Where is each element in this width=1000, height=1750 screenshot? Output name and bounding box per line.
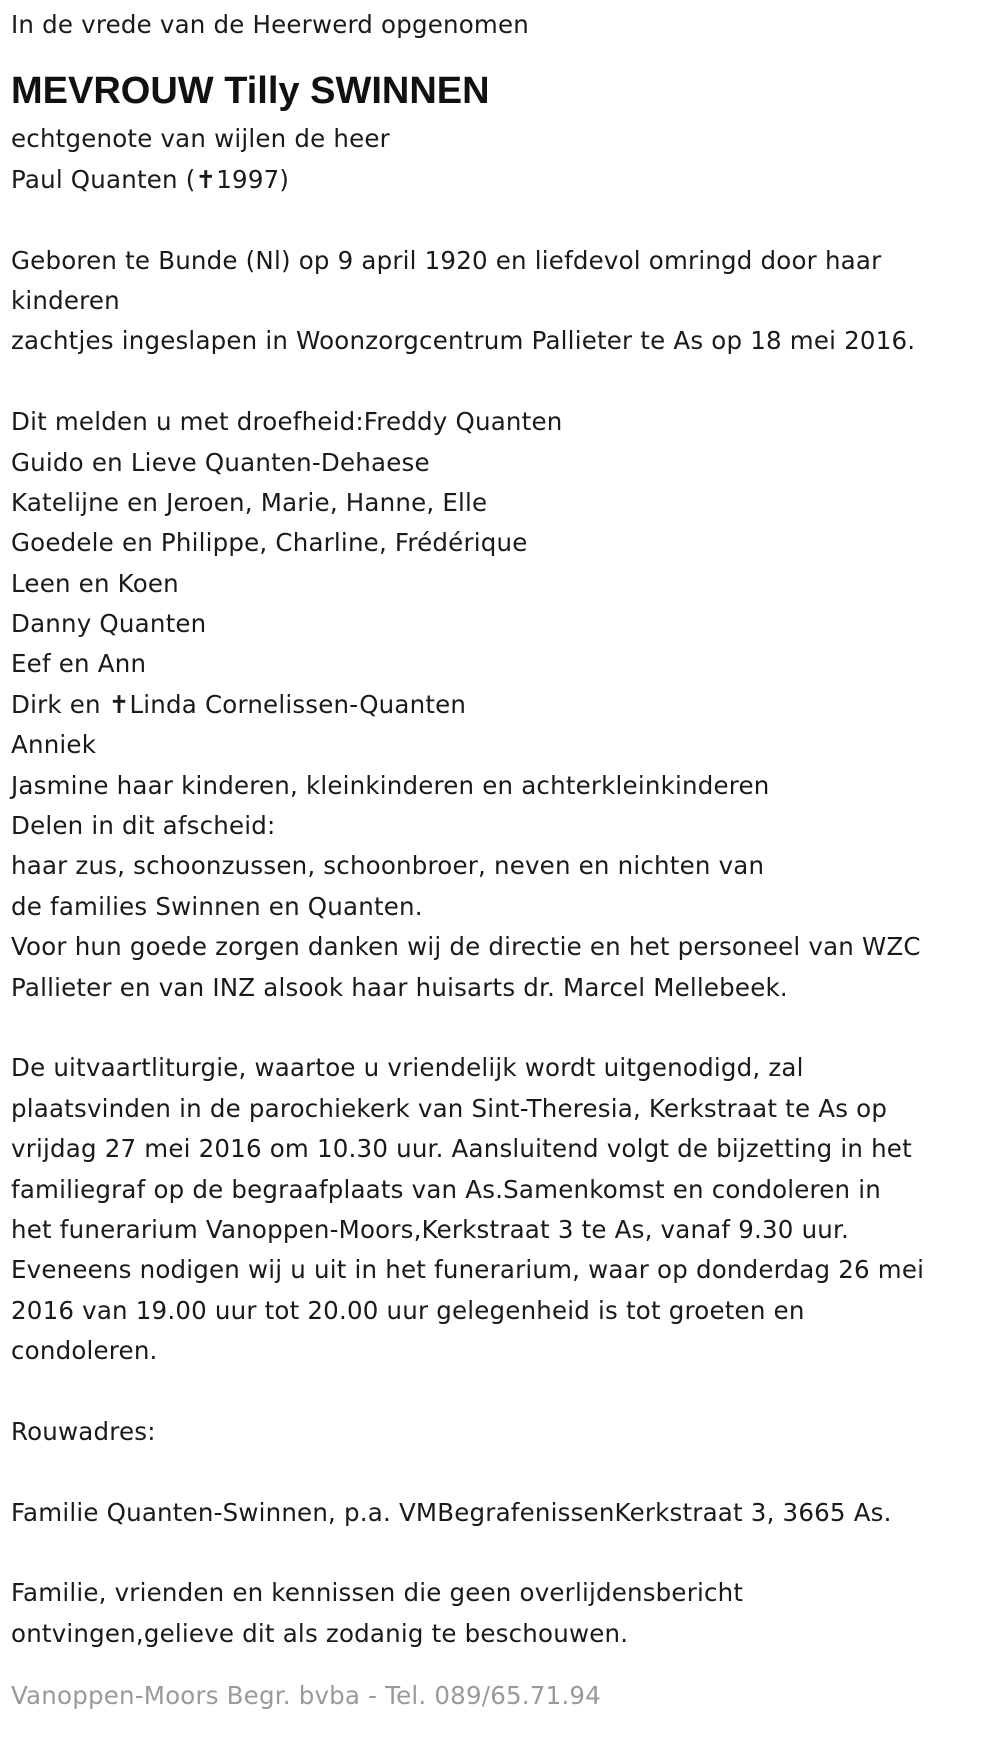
address-label: Rouwadres: bbox=[11, 1416, 156, 1446]
funeral-line: familiegraf op de begraafplaats van As.Samenkomst en condoleren in bbox=[11, 1174, 881, 1204]
mourner-line: Delen in dit afscheid: bbox=[11, 811, 276, 841]
spacer bbox=[11, 362, 996, 402]
funeral-line: plaatsvinden in de parochiekerk van Sint-Theresia, Kerkstraat te As op bbox=[11, 1093, 888, 1123]
deceased-name: MEVROUW Tilly SWINNEN bbox=[11, 70, 490, 113]
funeral-line: het funerarium Vanoppen-Moors,Kerkstraat 3 te As, vanaf 9.30 uur. bbox=[11, 1214, 850, 1244]
notice-paragraph bbox=[11, 1573, 996, 1654]
funeral-home-footer: Vanoppen-Moors Begr. bvba - Tel. 089/65.71.94 bbox=[11, 1681, 601, 1711]
notice-line: ontvingen,gelieve dit als zodanig te beschouwen. bbox=[11, 1618, 629, 1648]
funeral-paragraph bbox=[11, 1048, 996, 1371]
mourners-list bbox=[11, 402, 996, 1008]
mourner-line: Danny Quanten bbox=[11, 609, 207, 639]
intro-text: In de vrede van de Heerwerd opgenomen bbox=[11, 10, 529, 39]
mourner-line: Dit melden u met droefheid:Freddy Quanten bbox=[11, 407, 563, 437]
mourner-line: Jasmine haar kinderen, kleinkinderen en achterkleinkinderen bbox=[11, 770, 770, 800]
birth-paragraph bbox=[11, 241, 996, 362]
address-value: Familie Quanten-Swinnen, p.a. VMBegrafenissenKerkstraat 3, 3665 As. bbox=[11, 1497, 892, 1527]
mourner-line: Anniek bbox=[11, 730, 97, 760]
spacer bbox=[11, 1008, 996, 1048]
spouse-line-1: echtgenote van wijlen de heer bbox=[11, 124, 390, 154]
funeral-line: 2016 van 19.00 uur tot 20.00 uur gelegenheid is tot groeten en bbox=[11, 1295, 805, 1325]
mourner-line: Guido en Lieve Quanten-Dehaese bbox=[11, 447, 430, 477]
birth-line: kinderen bbox=[11, 285, 120, 315]
birth-line: Geboren te Bunde (Nl) op 9 april 1920 en liefdevol omringd door haar bbox=[11, 245, 882, 275]
spacer bbox=[11, 1372, 996, 1412]
spacer bbox=[11, 200, 996, 240]
funeral-line: vrijdag 27 mei 2016 om 10.30 uur. Aansluitend volgt de bijzetting in het bbox=[11, 1134, 912, 1164]
mourner-line: Goedele en Philippe, Charline, Frédérique bbox=[11, 528, 528, 558]
notice-line: Familie, vrienden en kennissen die geen overlijdensbericht bbox=[11, 1578, 744, 1608]
mourner-line: Katelijne en Jeroen, Marie, Hanne, Elle bbox=[11, 487, 488, 517]
mourner-line: Leen en Koen bbox=[11, 568, 179, 598]
funeral-line: condoleren. bbox=[11, 1336, 158, 1366]
funeral-line: Eveneens nodigen wij u uit in het funerarium, waar op donderdag 26 mei bbox=[11, 1255, 925, 1285]
mourner-line: Voor hun goede zorgen danken wij de directie en het personeel van WZC bbox=[11, 932, 921, 962]
spacer bbox=[11, 1533, 996, 1573]
mourner-line: Dirk en ✝Linda Cornelissen-Quanten bbox=[11, 689, 467, 719]
mourner-line: haar zus, schoonzussen, schoonbroer, neven en nichten van bbox=[11, 851, 765, 881]
birth-line: zachtjes ingeslapen in Woonzorgcentrum Pallieter te As op 18 mei 2016. bbox=[11, 326, 916, 356]
funeral-line: De uitvaartliturgie, waartoe u vriendelijk wordt uitgenodigd, zal bbox=[11, 1053, 804, 1083]
mourner-line: de families Swinnen en Quanten. bbox=[11, 891, 423, 921]
mourner-line: Pallieter en van INZ alsook haar huisarts dr. Marcel Mellebeek. bbox=[11, 972, 788, 1002]
mourner-line: Eef en Ann bbox=[11, 649, 147, 679]
obituary-document bbox=[11, 0, 996, 1717]
spouse-line-2: Paul Quanten (✝1997) bbox=[11, 164, 290, 194]
spacer bbox=[11, 1452, 996, 1492]
